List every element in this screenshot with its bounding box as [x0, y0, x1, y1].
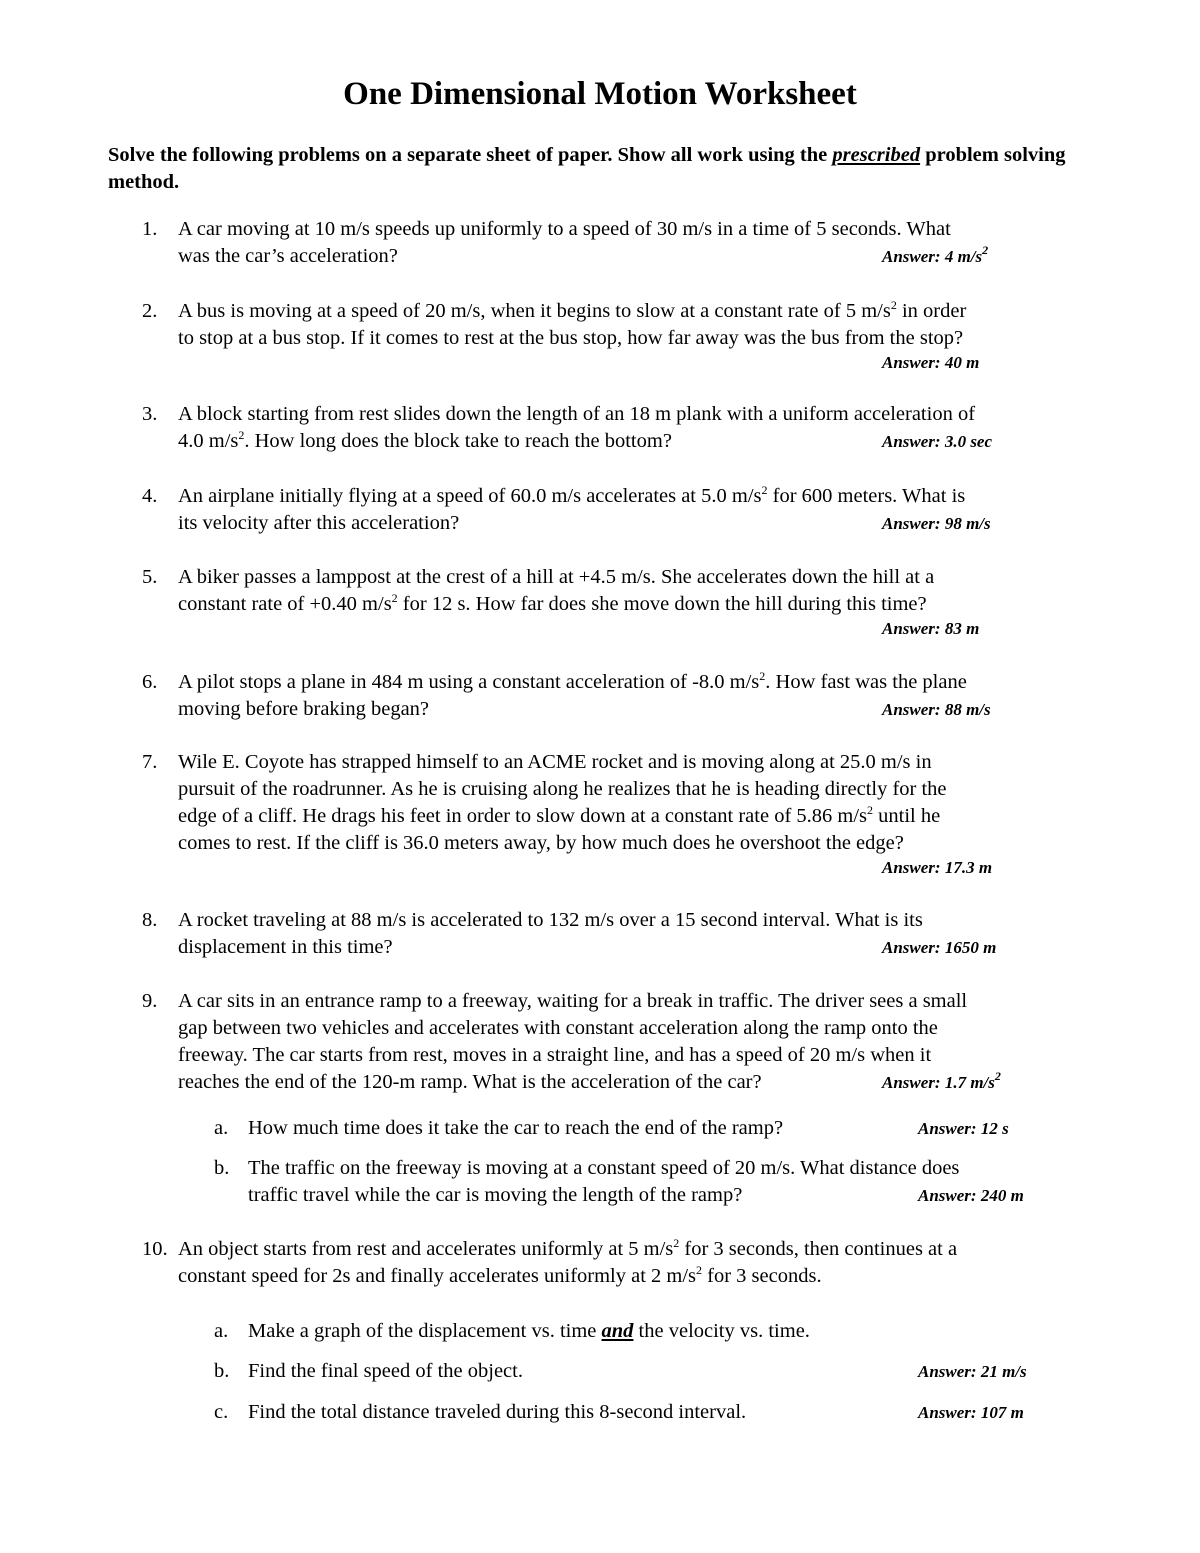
answer: Answer: 1650 m	[882, 938, 997, 957]
instructions-text: Solve the following problems on a separate sheet of paper. Show all work using the	[108, 144, 833, 166]
problem-text: 4.0 $m/s^2$. How long does the block take to reach the bottom?	[178, 428, 672, 452]
answer: Answer: 83 m	[882, 619, 980, 638]
problem-text: comes to rest. If the cliff is 36.0 meters away, by how much does he overshoot the edge?	[178, 832, 904, 854]
problem-text: moving before braking began?	[178, 698, 430, 720]
problem-text: was the car’s acceleration?	[178, 245, 398, 267]
answer: Answer: 240 m	[918, 1186, 1024, 1205]
problem-text: A block starting from rest slides down the length of an 18 m plank with a uniform acceleration of	[178, 403, 976, 425]
problem-9a	[214, 1115, 1114, 1142]
problem-number: 4.	[142, 485, 158, 507]
problem-10c	[214, 1399, 1114, 1426]
instructions-emphasis: prescribed	[832, 144, 921, 166]
problem-text: its velocity after this acceleration?	[178, 512, 460, 534]
problem-5	[108, 564, 1108, 640]
problem-text: An object starts from rest and accelerates uniformly at 5 $m/s^2$ for 3 seconds, then continues at a	[178, 1236, 958, 1260]
problem-text: A car sits in an entrance ramp to a freeway, waiting for a break in traffic. The driver sees a small	[178, 990, 968, 1012]
problem-text: reaches the end of the 120-m ramp. What is the acceleration of the car?	[178, 1071, 762, 1093]
problem-number: 2.	[142, 300, 158, 322]
problem-3	[108, 401, 1108, 455]
answer: Answer: 17.3 m	[882, 858, 993, 877]
part-text: Make a graph of the displacement vs. time and the velocity vs. time.	[248, 1320, 810, 1342]
problem-10b	[214, 1358, 1114, 1385]
problem-6	[108, 669, 1108, 723]
problem-number: 7.	[142, 751, 158, 773]
problem-1	[108, 216, 1108, 270]
problem-text: A rocket traveling at 88 m/s is accelerated to 132 m/s over a 15 second interval. What is its	[178, 909, 923, 931]
part-text: Find the final speed of the object.	[248, 1360, 523, 1382]
problem-number: 8.	[142, 909, 158, 931]
answer: Answer: 107 m	[918, 1403, 1024, 1422]
part-label: a.	[214, 1117, 229, 1139]
part-text: How much time does it take the car to reach the end of the ramp?	[248, 1117, 784, 1139]
problem-text: An airplane initially flying at a speed of 60.0 m/s accelerates at 5.0 $m/s^2$ for 600 meters. What is	[178, 483, 966, 507]
problem-9b	[214, 1155, 1114, 1209]
part-text: traffic travel while the car is moving the length of the ramp?	[248, 1184, 743, 1206]
problem-4	[108, 483, 1108, 537]
problem-number: 10.	[142, 1238, 168, 1260]
problem-2	[108, 298, 1108, 374]
problem-10a	[214, 1318, 1114, 1345]
part-label: b.	[214, 1157, 230, 1179]
part-label: c.	[214, 1401, 229, 1423]
problem-text: A pilot stops a plane in 484 m using a constant acceleration of -8.0 $m/s^2$. How fast was the plane	[178, 669, 967, 693]
problem-number: 1.	[142, 218, 158, 240]
problem-text: gap between two vehicles and accelerates with constant acceleration along the ramp onto the	[178, 1017, 938, 1039]
problem-number: 3.	[142, 403, 158, 425]
problem-text: A biker passes a lamppost at the crest of a hill at +4.5 m/s. She accelerates down the hill at a	[178, 566, 935, 588]
answer: Answer: 4 $m/s^2$	[882, 243, 989, 266]
answer: Answer: 40 m	[882, 353, 980, 372]
answer: Answer: 12 s	[918, 1119, 1009, 1138]
problem-7	[108, 749, 1108, 879]
instructions	[108, 142, 1098, 196]
problem-text: displacement in this time?	[178, 936, 393, 958]
problem-text: to stop at a bus stop. If it comes to rest at the bus stop, how far away was the bus from the stop?	[178, 327, 964, 349]
answer: Answer: 3.0 sec	[882, 432, 993, 451]
part-text: Find the total distance traveled during this 8-second interval.	[248, 1401, 747, 1423]
problem-number: 6.	[142, 671, 158, 693]
part-label: a.	[214, 1320, 229, 1342]
problem-8	[108, 907, 1108, 961]
answer: Answer: 21 m/s	[918, 1362, 1027, 1381]
problem-text: Wile E. Coyote has strapped himself to an ACME rocket and is moving along at 25.0 m/s in	[178, 751, 932, 773]
problem-text: A car moving at 10 m/s speeds up uniformly to a speed of 30 m/s in a time of 5 seconds. What	[178, 218, 951, 240]
answer: Answer: 88 m/s	[882, 700, 991, 719]
problem-text: edge of a cliff. He drags his feet in order to slow down at a constant rate of 5.86 $m/s^2$ until he	[178, 803, 941, 827]
problem-number: 9.	[142, 990, 158, 1012]
page-title: One Dimensional Motion Worksheet	[343, 76, 857, 112]
part-label: b.	[214, 1360, 230, 1382]
problem-text: pursuit of the roadrunner. As he is cruising along he realizes that he is heading directly for the	[178, 778, 947, 800]
problem-text: constant speed for 2s and finally accelerates uniformly at 2 $m/s^2$ for 3 seconds.	[178, 1263, 822, 1287]
problem-number: 5.	[142, 566, 158, 588]
instructions-text-end: problem solving method.	[108, 144, 1066, 193]
problem-text: A bus is moving at a speed of 20 m/s, when it begins to slow at a constant rate of 5 $m/s^2$ in order	[178, 298, 967, 322]
answer: Answer: 1.7 $m/s^2$	[882, 1069, 1001, 1092]
problem-10	[108, 1236, 1108, 1290]
problem-9	[108, 988, 1108, 1096]
answer: Answer: 98 m/s	[882, 514, 991, 533]
problem-text: constant rate of +0.40 $m/s^2$ for 12 s. How far does she move down the hill during this time?	[178, 591, 927, 615]
part-text: The traffic on the freeway is moving at a constant speed of 20 m/s. What distance does	[248, 1157, 960, 1179]
problem-text: freeway. The car starts from rest, moves in a straight line, and has a speed of 20 m/s when it	[178, 1044, 932, 1066]
